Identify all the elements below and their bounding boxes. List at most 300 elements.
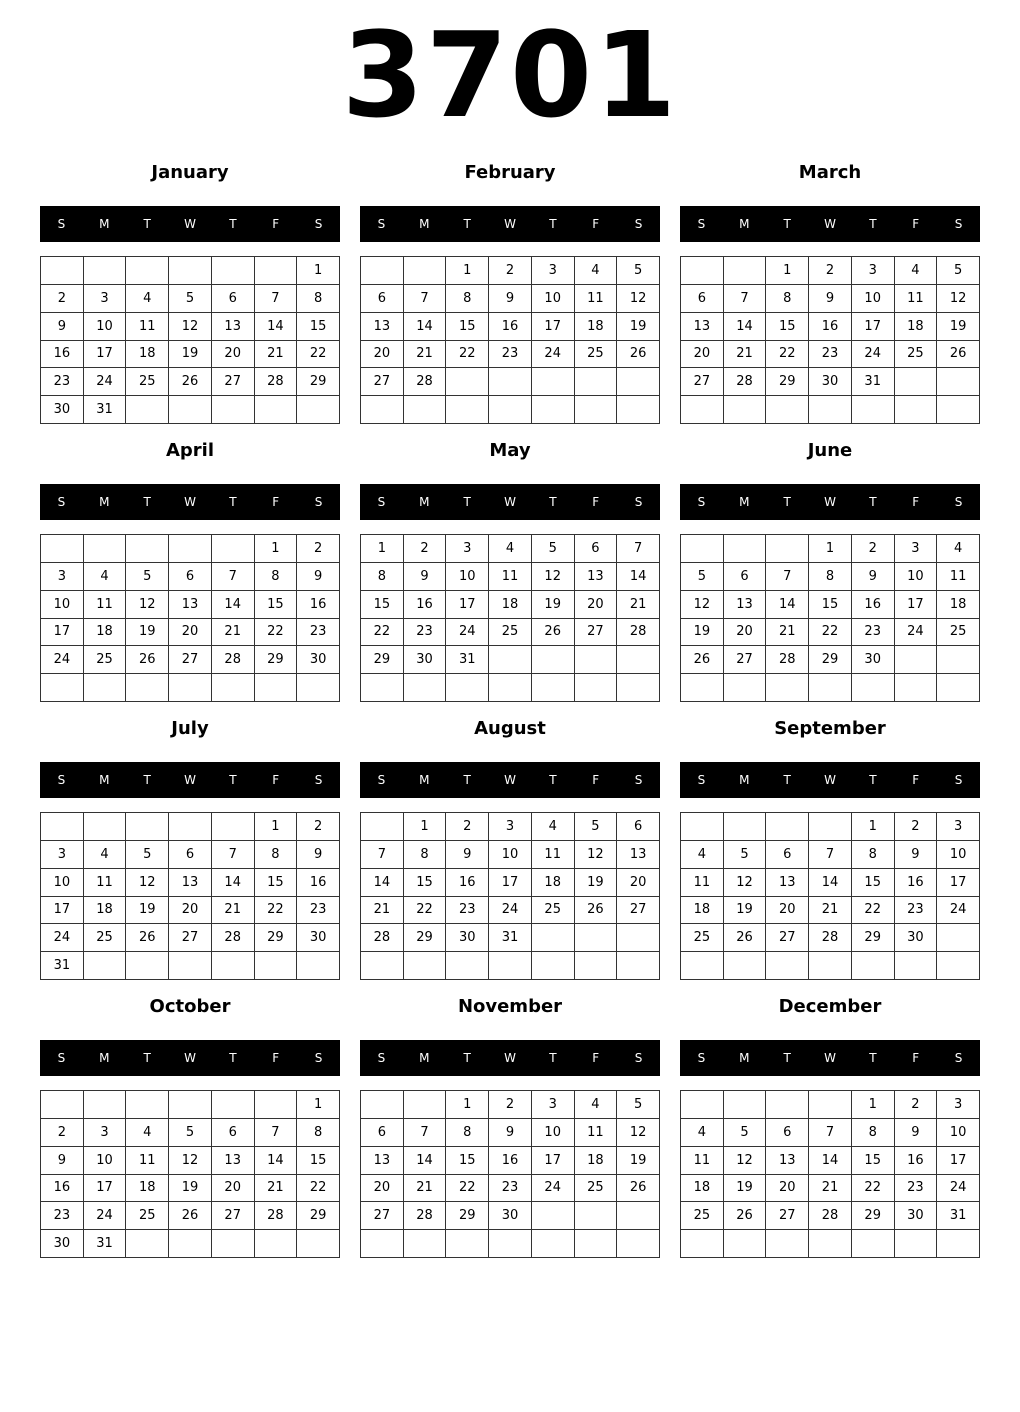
day-cell [404,1091,447,1119]
day-cell: 28 [361,924,404,952]
day-cell [404,1230,447,1258]
weekday-label: T [143,495,151,509]
day-cell [575,396,618,424]
day-cell [724,1230,767,1258]
day-cell [681,952,724,980]
day-cell: 16 [41,1175,84,1203]
month-name: February [464,162,556,183]
weekday-header [360,762,660,798]
day-cell: 20 [361,1175,404,1203]
day-cell: 18 [126,1175,169,1203]
day-cell: 17 [937,1147,980,1175]
day-cell: 23 [297,897,340,925]
day-cell: 25 [532,897,575,925]
day-cell: 6 [169,563,212,591]
day-cell: 11 [126,1147,169,1175]
day-cell: 5 [532,535,575,563]
day-cell: 18 [84,897,127,925]
day-grid [680,1090,980,1258]
day-cell: 25 [681,1202,724,1230]
day-cell [724,257,767,285]
day-cell: 24 [895,619,938,647]
day-cell: 24 [446,619,489,647]
day-cell: 22 [446,1175,489,1203]
day-cell: 14 [809,1147,852,1175]
day-cell [724,813,767,841]
day-cell: 4 [126,285,169,313]
day-cell: 19 [681,619,724,647]
day-cell [361,396,404,424]
day-cell: 22 [297,1175,340,1203]
day-cell: 9 [809,285,852,313]
day-cell: 18 [532,869,575,897]
day-cell: 18 [84,619,127,647]
day-cell [212,813,255,841]
day-cell [361,674,404,702]
weekday-header [360,1040,660,1076]
day-cell: 21 [255,341,298,369]
day-cell [255,1230,298,1258]
day-cell: 14 [404,313,447,341]
day-cell: 6 [617,813,660,841]
day-cell: 25 [895,341,938,369]
day-cell: 29 [361,646,404,674]
weekday-header [680,762,980,798]
day-cell: 5 [575,813,618,841]
day-cell: 13 [617,841,660,869]
weekday-label: F [592,495,600,509]
day-cell: 22 [446,341,489,369]
day-cell [617,646,660,674]
day-cell: 6 [724,563,767,591]
day-cell: 12 [169,313,212,341]
weekday-label: S [57,773,66,787]
day-cell: 6 [766,841,809,869]
day-cell: 21 [255,1175,298,1203]
weekday-label: M [419,773,430,787]
day-cell: 28 [766,646,809,674]
day-cell [404,674,447,702]
day-cell: 1 [852,1091,895,1119]
day-cell: 9 [895,1119,938,1147]
day-cell [255,952,298,980]
day-cell [212,952,255,980]
month-name: July [171,718,209,739]
weekday-header [680,1040,980,1076]
weekday-header [40,206,340,242]
day-cell [41,1091,84,1119]
day-cell [852,674,895,702]
day-cell: 26 [575,897,618,925]
day-cell [126,396,169,424]
weekday-label: T [549,773,557,787]
day-cell: 19 [575,869,618,897]
weekday-label: M [739,773,750,787]
day-cell: 5 [617,257,660,285]
day-cell [681,535,724,563]
day-cell: 9 [297,563,340,591]
day-cell [41,813,84,841]
weekday-label: T [869,773,877,787]
day-cell: 8 [297,1119,340,1147]
month-name: June [807,440,853,461]
day-cell [766,813,809,841]
day-cell: 28 [255,368,298,396]
day-cell: 24 [84,1202,127,1230]
weekday-label: F [912,773,920,787]
day-cell [937,396,980,424]
day-cell: 3 [532,257,575,285]
day-cell: 24 [937,1175,980,1203]
weekday-label: W [504,495,516,509]
day-cell: 4 [489,535,532,563]
weekday-label: M [739,1051,750,1065]
day-cell: 17 [937,869,980,897]
day-cell: 8 [766,285,809,313]
day-cell [766,1091,809,1119]
day-cell: 19 [724,897,767,925]
day-cell: 9 [404,563,447,591]
day-cell: 23 [489,341,532,369]
day-cell: 7 [617,535,660,563]
day-cell: 17 [532,1147,575,1175]
day-cell [681,1091,724,1119]
day-cell: 8 [446,1119,489,1147]
day-cell: 27 [617,897,660,925]
day-cell: 27 [169,924,212,952]
day-cell: 6 [212,1119,255,1147]
day-cell [532,674,575,702]
day-cell [895,396,938,424]
day-cell: 23 [446,897,489,925]
day-cell: 20 [169,619,212,647]
day-cell [766,1230,809,1258]
month-name: September [774,718,886,739]
day-cell: 30 [895,1202,938,1230]
weekday-label: F [912,217,920,231]
day-cell: 21 [617,591,660,619]
day-cell [532,368,575,396]
weekday-label: T [229,495,237,509]
day-cell: 7 [212,563,255,591]
weekday-label: T [229,217,237,231]
day-cell: 20 [617,869,660,897]
weekday-label: T [549,495,557,509]
day-cell: 23 [489,1175,532,1203]
day-cell: 15 [255,591,298,619]
day-cell: 26 [617,341,660,369]
day-cell: 23 [41,1202,84,1230]
day-cell: 1 [297,257,340,285]
day-cell [126,1230,169,1258]
month-name: November [457,996,563,1017]
day-cell: 27 [575,619,618,647]
day-cell [895,674,938,702]
day-grid [360,1090,660,1258]
weekday-label: T [463,1051,471,1065]
day-cell [532,952,575,980]
weekday-label: S [314,217,323,231]
day-cell: 28 [617,619,660,647]
day-cell: 17 [41,619,84,647]
weekday-label: F [272,773,280,787]
day-cell: 3 [41,563,84,591]
day-cell [617,674,660,702]
day-cell: 24 [41,646,84,674]
day-cell [446,952,489,980]
day-cell: 27 [169,646,212,674]
day-cell [446,1230,489,1258]
day-cell: 11 [126,313,169,341]
day-cell: 23 [809,341,852,369]
day-cell: 23 [41,368,84,396]
day-cell [937,952,980,980]
day-cell [255,1091,298,1119]
day-cell [489,1230,532,1258]
day-cell [446,368,489,396]
weekday-label: M [99,1051,110,1065]
weekday-header [360,206,660,242]
day-cell: 25 [84,924,127,952]
day-cell: 8 [297,285,340,313]
day-cell [361,813,404,841]
day-cell: 16 [489,313,532,341]
day-grid [360,534,660,702]
day-cell: 24 [84,368,127,396]
day-cell: 5 [169,285,212,313]
day-cell: 19 [126,619,169,647]
day-cell: 11 [895,285,938,313]
day-cell: 5 [724,841,767,869]
day-cell: 10 [895,563,938,591]
day-cell [84,1091,127,1119]
day-cell [617,952,660,980]
day-cell: 1 [852,813,895,841]
weekday-label: T [869,217,877,231]
day-cell: 10 [489,841,532,869]
day-cell: 15 [297,313,340,341]
day-cell: 3 [937,1091,980,1119]
day-cell [681,1230,724,1258]
day-cell: 25 [126,1202,169,1230]
weekday-label: M [739,495,750,509]
day-cell [766,952,809,980]
day-cell: 4 [84,563,127,591]
day-cell: 28 [255,1202,298,1230]
day-cell: 29 [297,368,340,396]
day-cell: 6 [766,1119,809,1147]
day-cell: 8 [255,563,298,591]
day-cell [255,257,298,285]
day-cell: 14 [255,313,298,341]
day-cell: 29 [404,924,447,952]
day-cell: 2 [297,535,340,563]
month-name: April [165,440,215,461]
day-cell [297,1230,340,1258]
day-cell: 8 [852,841,895,869]
day-cell [681,674,724,702]
day-cell: 1 [361,535,404,563]
day-cell: 22 [255,619,298,647]
day-cell [681,396,724,424]
day-cell [404,257,447,285]
day-cell [84,674,127,702]
day-grid [40,534,340,702]
day-cell: 2 [809,257,852,285]
day-grid [40,812,340,980]
day-cell: 11 [532,841,575,869]
day-cell [895,1230,938,1258]
day-cell: 17 [84,341,127,369]
weekday-label: W [184,217,196,231]
day-cell: 7 [809,841,852,869]
weekday-label: T [549,217,557,231]
day-cell [126,952,169,980]
weekday-label: T [783,495,791,509]
day-cell: 26 [169,1202,212,1230]
day-cell [297,396,340,424]
day-cell: 14 [617,563,660,591]
day-cell: 21 [766,619,809,647]
day-cell [361,952,404,980]
day-cell: 18 [489,591,532,619]
weekday-header [40,762,340,798]
day-cell [681,257,724,285]
day-grid [680,256,980,424]
day-cell: 2 [41,1119,84,1147]
day-cell: 13 [169,869,212,897]
weekday-label: S [634,495,643,509]
day-cell: 22 [297,341,340,369]
weekday-label: S [377,495,386,509]
weekday-label: W [504,773,516,787]
day-cell: 12 [724,1147,767,1175]
day-cell: 17 [84,1175,127,1203]
day-cell [809,813,852,841]
weekday-label: T [783,1051,791,1065]
weekday-label: M [99,217,110,231]
day-grid [680,812,980,980]
day-cell: 6 [169,841,212,869]
day-cell: 24 [532,1175,575,1203]
day-cell [724,1091,767,1119]
weekday-label: S [634,773,643,787]
day-cell: 13 [766,869,809,897]
day-cell: 26 [126,646,169,674]
day-cell: 13 [169,591,212,619]
weekday-label: M [419,495,430,509]
day-cell: 12 [126,869,169,897]
day-cell: 18 [681,897,724,925]
day-cell: 26 [532,619,575,647]
day-cell [617,368,660,396]
day-cell: 30 [446,924,489,952]
day-cell: 10 [532,1119,575,1147]
day-cell: 10 [852,285,895,313]
day-cell: 29 [766,368,809,396]
day-cell [724,535,767,563]
weekday-label: M [99,495,110,509]
day-cell: 24 [937,897,980,925]
day-cell [766,674,809,702]
day-cell: 4 [681,1119,724,1147]
day-cell [126,813,169,841]
day-cell: 1 [297,1091,340,1119]
day-cell: 14 [255,1147,298,1175]
weekday-header [680,206,980,242]
day-cell: 30 [809,368,852,396]
day-cell: 26 [724,1202,767,1230]
day-cell: 4 [681,841,724,869]
weekday-label: W [504,217,516,231]
day-cell: 28 [404,1202,447,1230]
day-cell: 8 [404,841,447,869]
day-cell [617,1230,660,1258]
day-cell: 7 [404,1119,447,1147]
day-cell: 7 [255,1119,298,1147]
day-cell: 14 [404,1147,447,1175]
day-cell [809,674,852,702]
day-cell [126,1091,169,1119]
day-cell [126,257,169,285]
weekday-label: W [824,1051,836,1065]
day-cell: 28 [809,1202,852,1230]
weekday-label: S [697,217,706,231]
weekday-label: T [143,1051,151,1065]
day-cell [126,674,169,702]
day-cell: 6 [361,285,404,313]
day-cell: 30 [297,924,340,952]
day-cell: 10 [937,841,980,869]
day-cell: 15 [255,869,298,897]
day-cell: 29 [852,924,895,952]
day-cell: 9 [297,841,340,869]
day-cell: 19 [617,313,660,341]
day-cell: 20 [212,1175,255,1203]
day-cell: 5 [724,1119,767,1147]
day-cell: 24 [852,341,895,369]
day-cell: 31 [852,368,895,396]
day-cell: 3 [489,813,532,841]
day-cell [575,924,618,952]
day-cell: 30 [41,1230,84,1258]
weekday-label: S [634,1051,643,1065]
month-name: March [798,162,862,183]
day-cell [361,1091,404,1119]
day-cell: 27 [212,368,255,396]
day-cell: 17 [41,897,84,925]
day-cell: 12 [937,285,980,313]
day-cell [212,1091,255,1119]
day-cell: 9 [489,1119,532,1147]
day-cell: 17 [852,313,895,341]
day-cell: 22 [852,1175,895,1203]
day-cell: 10 [937,1119,980,1147]
day-grid [40,1090,340,1258]
day-cell: 28 [724,368,767,396]
day-cell [41,535,84,563]
day-cell: 20 [361,341,404,369]
weekday-label: S [377,1051,386,1065]
day-cell [937,674,980,702]
day-cell [617,1202,660,1230]
day-cell: 29 [255,646,298,674]
day-cell [489,674,532,702]
day-cell: 11 [84,869,127,897]
weekday-label: T [143,773,151,787]
day-cell: 11 [575,285,618,313]
day-cell: 3 [41,841,84,869]
